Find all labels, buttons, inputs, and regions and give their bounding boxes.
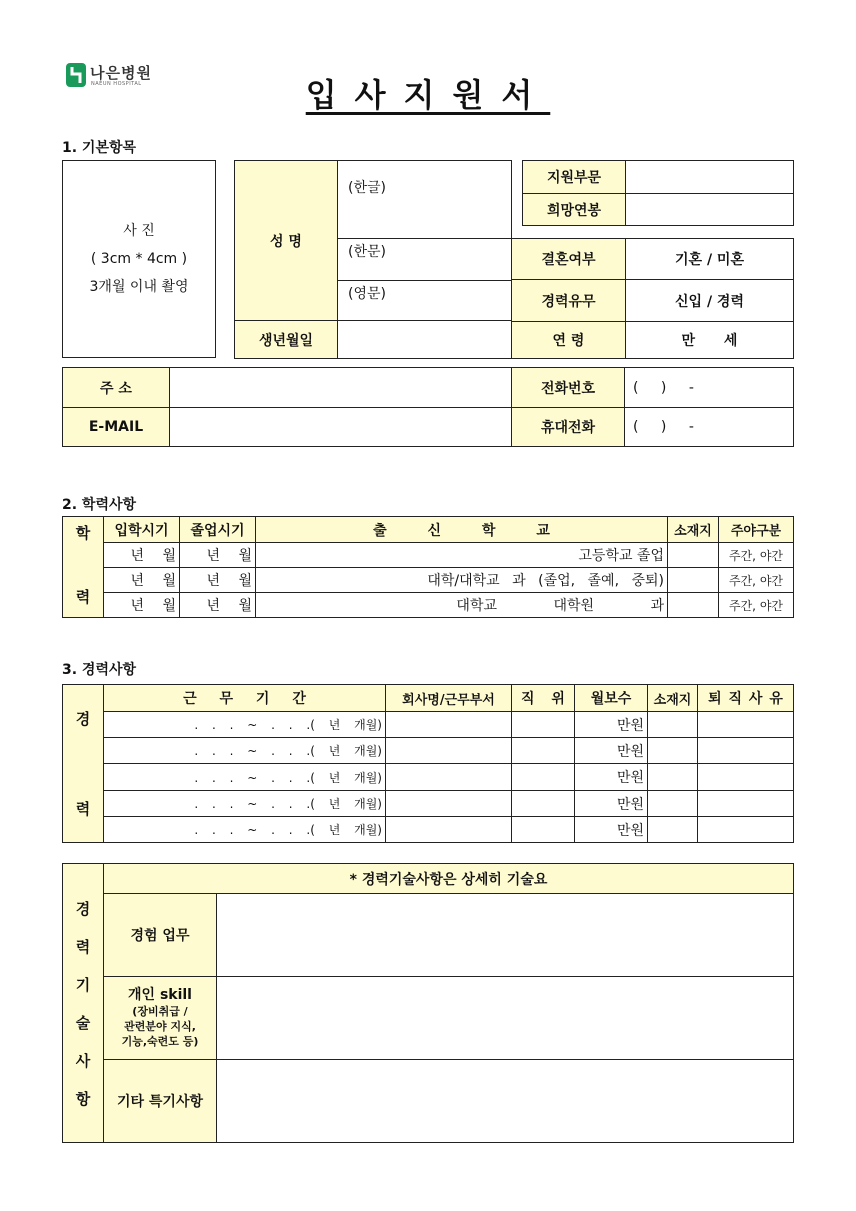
skills-table [62, 863, 794, 1143]
career-pay-cell[interactable]: 만원 [575, 817, 648, 843]
career-period-cell[interactable]: . . . ~ . . .( 년 개월) [104, 738, 386, 764]
edu-location-cell[interactable] [668, 593, 719, 618]
age-value[interactable]: 만 세 [626, 322, 794, 359]
career-reason-cell[interactable] [698, 817, 794, 843]
career-header-position: 직 위 [512, 685, 575, 712]
skills-side-char: 술 [75, 1014, 91, 1032]
career-header-reason: 퇴 직 사 유 [698, 685, 794, 712]
dept-field[interactable] [626, 161, 794, 194]
education-table [62, 516, 794, 618]
career-header-company: 회사명/근무부서 [386, 685, 512, 712]
birth-field[interactable] [338, 321, 512, 359]
skills-side-label [63, 864, 104, 1143]
phone-field[interactable]: ( ) - [625, 368, 794, 408]
marital-value[interactable]: 기혼 / 미혼 [626, 239, 794, 280]
career-location-cell[interactable] [648, 791, 698, 817]
career-company-cell[interactable] [386, 738, 512, 764]
edu-header-school: 출 신 학 교 [256, 517, 668, 543]
edu-daynight-cell[interactable]: 주간, 야간 [719, 543, 794, 568]
career-position-cell[interactable] [512, 738, 575, 764]
edu-enter-cell[interactable]: 년 월 [104, 543, 180, 568]
address-field[interactable] [170, 368, 512, 408]
skills-side-char: 력 [75, 938, 91, 956]
personal-skill-label [104, 977, 217, 1060]
career-company-cell[interactable] [386, 791, 512, 817]
career-table [62, 684, 794, 843]
edu-location-cell[interactable] [668, 543, 719, 568]
personal-skill-field[interactable] [217, 977, 794, 1060]
birth-label: 생년월일 [235, 321, 338, 359]
phone-label: 전화번호 [512, 368, 625, 408]
dept-table [522, 160, 794, 226]
career-period-cell[interactable]: . . . ~ . . .( 년 개월) [104, 817, 386, 843]
career-period-cell[interactable]: . . . ~ . . .( 년 개월) [104, 764, 386, 791]
dept-label: 지원부문 [523, 161, 626, 194]
photo-note: 3개월 이내 촬영 [89, 279, 189, 295]
personal-skill-sub2: 관련분야 지식, [124, 1020, 196, 1033]
edu-header-location: 소재지 [668, 517, 719, 543]
personal-skill-sub3: 기능,숙련도 등) [121, 1035, 199, 1048]
address-label: 주 소 [63, 368, 170, 408]
name-english-field[interactable]: (영문) [338, 281, 512, 321]
career-period-cell[interactable]: . . . ~ . . .( 년 개월) [104, 791, 386, 817]
career-location-cell[interactable] [648, 764, 698, 791]
career-position-cell[interactable] [512, 817, 575, 843]
logo-text: 나은병원 [90, 64, 152, 82]
table-row [63, 568, 794, 593]
other-field[interactable] [217, 1060, 794, 1143]
name-label: 성 명 [235, 161, 338, 321]
education-side-bottom: 력 [75, 588, 91, 606]
edu-grad-cell[interactable]: 년 월 [180, 568, 256, 593]
marital-label: 결혼여부 [512, 239, 626, 280]
career-status-value[interactable]: 신입 / 경력 [626, 280, 794, 322]
photo-label: 사 진 [123, 223, 155, 239]
salary-label: 희망연봉 [523, 194, 626, 226]
mobile-field[interactable]: ( ) - [625, 408, 794, 447]
career-position-cell[interactable] [512, 764, 575, 791]
photo-box[interactable] [62, 160, 216, 358]
salary-field[interactable] [626, 194, 794, 226]
career-company-cell[interactable] [386, 817, 512, 843]
email-label: E-MAIL [63, 408, 170, 447]
photo-size: ( 3cm * 4cm ) [90, 251, 188, 267]
personal-skill-title: 개인 skill [128, 987, 192, 1003]
table-row [63, 764, 794, 791]
career-header-location: 소재지 [648, 685, 698, 712]
edu-school-cell[interactable]: 대학교 대학원 과 [256, 593, 668, 618]
edu-school-cell[interactable]: 고등학교 졸업 [256, 543, 668, 568]
edu-grad-cell[interactable]: 년 월 [180, 593, 256, 618]
career-pay-cell[interactable]: 만원 [575, 764, 648, 791]
logo-mark-icon [64, 60, 88, 90]
table-row [63, 543, 794, 568]
skills-side-char: 항 [75, 1090, 91, 1108]
career-side-label [63, 685, 104, 843]
career-pay-cell[interactable]: 만원 [575, 738, 648, 764]
edu-header-grad: 졸업시기 [180, 517, 256, 543]
career-location-cell[interactable] [648, 738, 698, 764]
career-position-cell[interactable] [512, 712, 575, 738]
mobile-label: 휴대전화 [512, 408, 625, 447]
table-row [63, 817, 794, 843]
career-reason-cell[interactable] [698, 712, 794, 738]
contact-table [62, 367, 794, 447]
edu-grad-cell[interactable]: 년 월 [180, 543, 256, 568]
career-location-cell[interactable] [648, 817, 698, 843]
email-field[interactable] [170, 408, 512, 447]
skills-side-char: 기 [75, 976, 91, 994]
edu-enter-cell[interactable]: 년 월 [104, 593, 180, 618]
edu-location-cell[interactable] [668, 568, 719, 593]
other-label: 기타 특기사항 [104, 1060, 217, 1143]
career-position-cell[interactable] [512, 791, 575, 817]
skills-side-char: 사 [75, 1052, 91, 1070]
education-side-top: 학 [75, 524, 91, 542]
career-reason-cell[interactable] [698, 764, 794, 791]
career-status-label: 경력유무 [512, 280, 626, 322]
career-company-cell[interactable] [386, 712, 512, 738]
edu-enter-cell[interactable]: 년 월 [104, 568, 180, 593]
edu-header-daynight: 주야구분 [719, 517, 794, 543]
section-title-education: 2. 학력사항 [62, 497, 137, 513]
education-side-label [63, 517, 104, 618]
experience-field[interactable] [217, 894, 794, 977]
career-side-top: 경 [75, 710, 91, 728]
personal-skill-sub1: (장비취급 / [132, 1005, 188, 1018]
edu-school-cell[interactable]: 대학/대학교 과 (졸업, 졸예, 중퇴) [256, 568, 668, 593]
career-reason-cell[interactable] [698, 738, 794, 764]
skills-side-char: 경 [75, 900, 91, 918]
career-company-cell[interactable] [386, 764, 512, 791]
career-pay-cell[interactable]: 만원 [575, 791, 648, 817]
age-label: 연 령 [512, 322, 626, 359]
experience-label: 경험 업무 [104, 894, 217, 977]
career-pay-cell[interactable]: 만원 [575, 712, 648, 738]
logo-subtext: NAEUN HOSPITAL [91, 81, 142, 87]
hospital-logo [64, 60, 174, 92]
name-korean-field[interactable]: (한글) [338, 161, 512, 239]
career-location-cell[interactable] [648, 712, 698, 738]
skills-note: * 경력기술사항은 상세히 기술요 [104, 864, 794, 894]
page-title: 입사지원서 [305, 76, 551, 114]
career-header-period: 근 무 기 간 [104, 685, 386, 712]
section-title-career: 3. 경력사항 [62, 662, 137, 678]
name-hanja-field[interactable]: (한문) [338, 239, 512, 281]
edu-header-enter: 입학시기 [104, 517, 180, 543]
status-table [511, 238, 794, 359]
name-table [234, 160, 512, 359]
table-row [63, 593, 794, 618]
table-row [63, 738, 794, 764]
career-period-cell[interactable]: . . . ~ . . .( 년 개월) [104, 712, 386, 738]
career-reason-cell[interactable] [698, 791, 794, 817]
career-side-bottom: 력 [75, 800, 91, 818]
table-row [63, 712, 794, 738]
edu-daynight-cell[interactable]: 주간, 야간 [719, 593, 794, 618]
edu-daynight-cell[interactable]: 주간, 야간 [719, 568, 794, 593]
career-header-pay: 월보수 [575, 685, 648, 712]
section-title-basic: 1. 기본항목 [62, 140, 137, 156]
table-row [63, 791, 794, 817]
